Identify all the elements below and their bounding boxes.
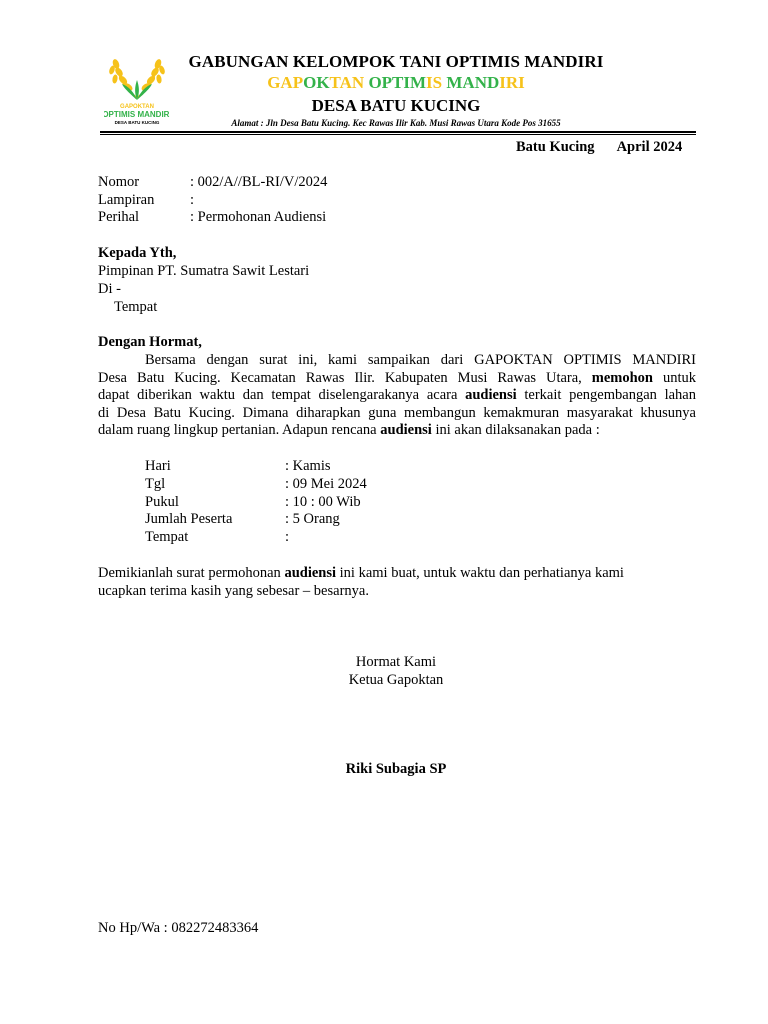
text-run: untuk — [653, 369, 696, 386]
text-run: Desa Batu Kucing. Kecamatan Rawas Ilir. Kabupaten Musi Rawas Utara, — [98, 369, 592, 386]
recipient-name: Pimpinan PT. Sumatra Sawit Lestari — [98, 263, 310, 279]
letterhead-divider — [100, 131, 696, 133]
detail-row-jumlah-peserta — [145, 511, 340, 529]
org-short-name — [170, 73, 622, 93]
logo-sub-text: DESA BATU KUCING — [114, 120, 160, 125]
org-short-part: OPTIM — [368, 73, 427, 92]
text-run: ini akan dilaksanakan pada : — [431, 422, 600, 438]
detail-label: Tempat — [145, 529, 189, 545]
text-run: terkait pengembangan lahan — [516, 387, 696, 403]
meta-value: : — [190, 192, 195, 208]
paragraph-line — [98, 422, 696, 440]
org-short-part: OK — [303, 73, 330, 92]
detail-row-hari — [145, 458, 331, 476]
letterhead-divider-thin — [100, 134, 696, 135]
detail-row-tgl — [145, 476, 367, 494]
gapoktan-logo — [104, 54, 170, 132]
paragraph-line — [98, 352, 696, 370]
greeting: Dengan Hormat, — [98, 334, 202, 350]
text-run: ini kami buat, untuk waktu dan perhatianya kami — [336, 565, 624, 581]
org-short-part: TAN — [329, 73, 369, 92]
text-run: Demikianlah surat permohonan — [98, 565, 285, 581]
detail-label: Pukul — [145, 494, 179, 510]
paragraph-line — [98, 370, 696, 388]
detail-value: : Kamis — [285, 458, 331, 474]
meta-label: Lampiran — [98, 192, 155, 208]
text-run: ucapkan terima kasih yang sebesar – besarnya. — [98, 583, 369, 599]
emphasis-audiensi: audiensi — [465, 387, 517, 403]
signature-title: Ketua Gapoktan — [348, 672, 444, 688]
detail-label: Hari — [145, 458, 171, 474]
rice-emblem-icon — [104, 54, 170, 132]
org-short-part: MAND — [446, 73, 500, 92]
date-place: Batu Kucing — [516, 139, 595, 155]
date-month-year: April 2024 — [616, 139, 683, 155]
recipient-place: Tempat — [114, 299, 158, 315]
detail-row-pukul — [145, 494, 361, 512]
logo-main-text: OPTIMIS MANDIRI — [104, 110, 170, 119]
meta-label: Perihal — [98, 209, 140, 225]
emphasis-audiensi: audiensi — [380, 422, 432, 438]
recipient-di: Di - — [98, 281, 121, 297]
contact-phone: No Hp/Wa : 082272483364 — [98, 920, 259, 936]
body-paragraph — [98, 352, 696, 440]
detail-row-tempat — [145, 529, 289, 547]
detail-value: : — [285, 529, 290, 545]
salutation: Kepada Yth, — [98, 245, 177, 261]
org-short-part: GAP — [267, 73, 304, 92]
signature-regards: Hormat Kami — [355, 654, 437, 670]
closing-line — [98, 583, 369, 601]
signatory-name: Riki Subagia SP — [345, 761, 447, 777]
meta-label: Nomor — [98, 174, 140, 190]
letter-date — [516, 139, 682, 156]
text-run: Bersama dengan surat ini, kami sampaikan dari GAPOKTAN OPTIMIS MANDIRI — [145, 352, 696, 368]
detail-label: Tgl — [145, 476, 166, 492]
address: Alamat : Jln Desa Batu Kucing. Kec Rawas Ilir Kab. Musi Rawas Utara Kode Pos 31655 — [231, 118, 561, 128]
detail-label: Jumlah Peserta — [145, 511, 233, 527]
emphasis-memohon: memohon — [591, 369, 653, 386]
emphasis-audiensi: audiensi — [284, 565, 337, 581]
meta-value: : 002/A//BL-RI/V/2024 — [190, 174, 328, 190]
text-run: dapat diberikan waktu dan tempat diselengarakanya acara — [98, 387, 466, 403]
org-name: GABUNGAN KELOMPOK TANI OPTIMIS MANDIRI — [188, 52, 604, 71]
closing-line — [98, 565, 624, 583]
detail-value: : 09 Mei 2024 — [285, 476, 367, 492]
meta-row-nomor — [98, 174, 327, 192]
meta-row-perihal — [98, 209, 326, 227]
meta-value: : Permohonan Audiensi — [190, 209, 327, 225]
logo-top-text: GAPOKTAN — [120, 104, 154, 110]
text-run: dalam ruang lingkup pertanian. Adapun rencana — [98, 422, 381, 438]
detail-value: : 5 Orang — [285, 511, 340, 527]
org-short-part: IS — [426, 73, 447, 92]
village-name: DESA BATU KUCING — [311, 96, 481, 115]
meta-row-lampiran — [98, 192, 194, 210]
paragraph-line — [98, 387, 696, 405]
text-run: di Desa Batu Kucing. Dimana diharapkan guna membangun kemakmuran masyarakat khusunya — [98, 404, 696, 421]
detail-value: : 10 : 00 Wib — [285, 494, 361, 510]
org-short-part: IRI — [499, 73, 525, 92]
paragraph-line — [98, 405, 696, 423]
